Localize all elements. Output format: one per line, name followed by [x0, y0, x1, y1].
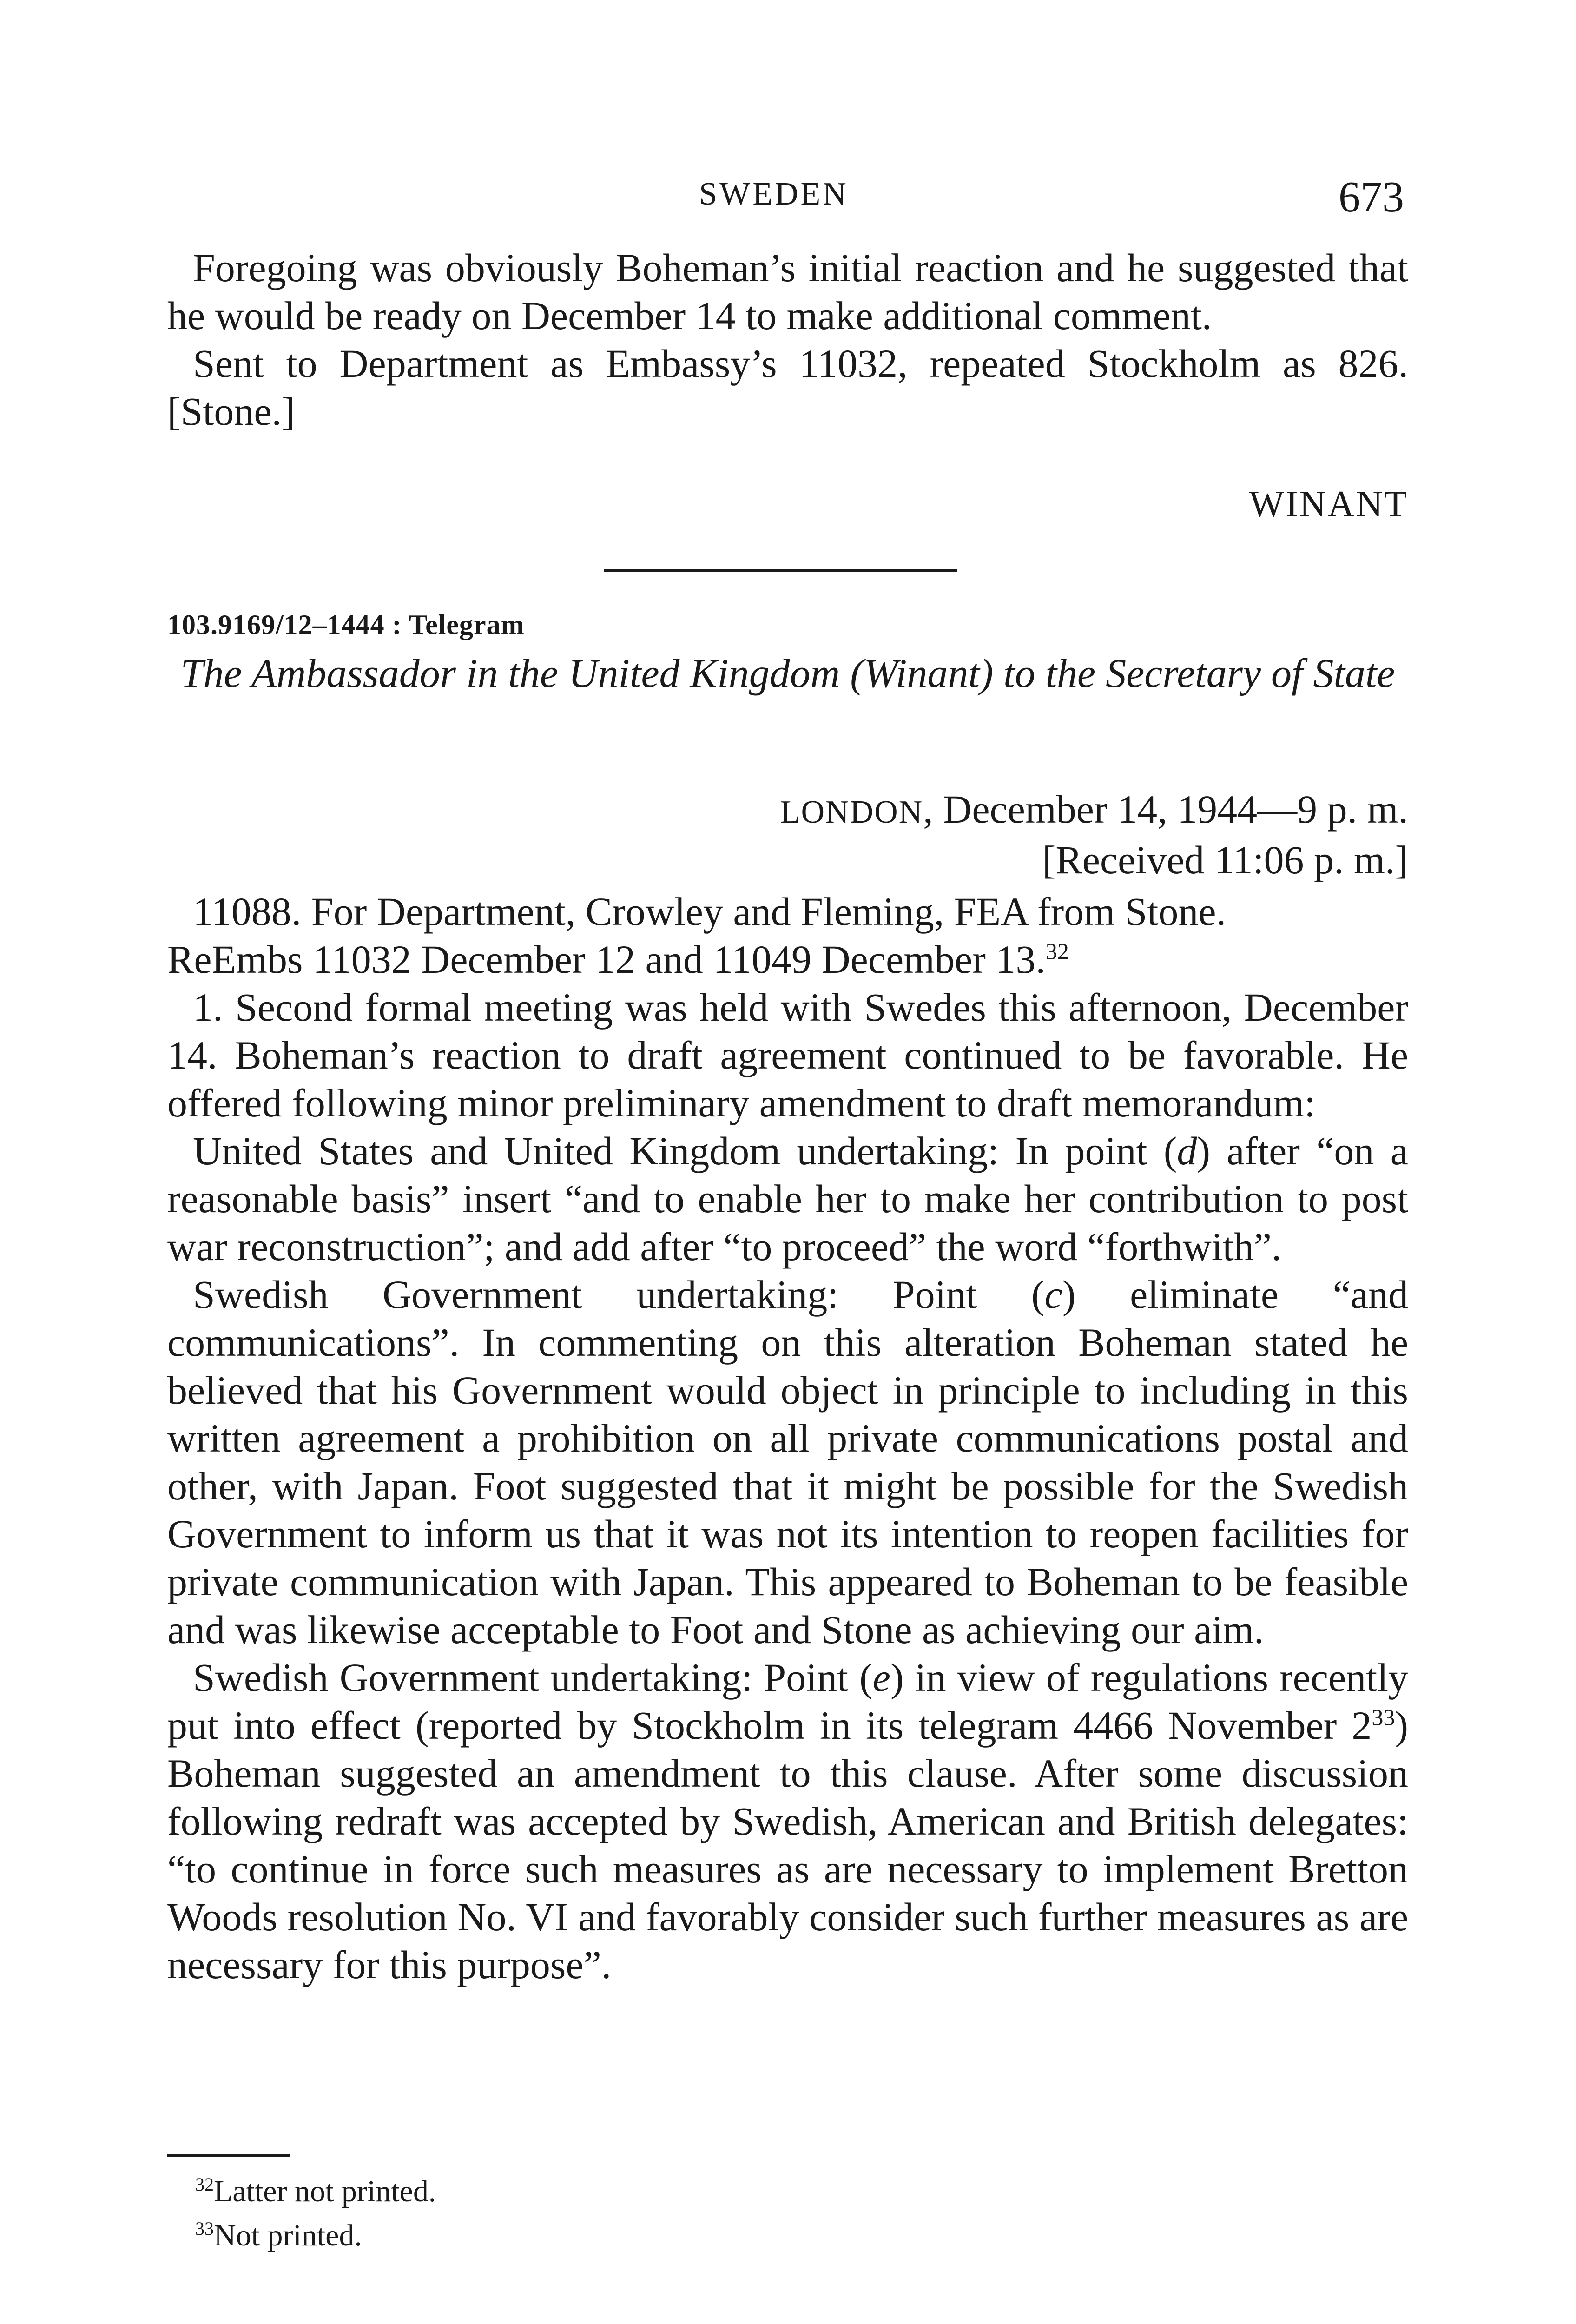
footnote-reference: 32	[1045, 938, 1069, 964]
footnote-text: Not printed.	[214, 2218, 362, 2252]
footnote-divider	[167, 2154, 290, 2157]
section-divider	[604, 569, 957, 572]
received-line: [Received 11:06 p. m.]	[1042, 838, 1408, 882]
footnote-reference: 33	[1372, 1704, 1395, 1730]
point-letter: e	[872, 1655, 890, 1700]
paragraph-text: ReEmbs 11032 December 12 and 11049 December 13.	[167, 937, 1046, 982]
paragraph-text: ) in view of regulations recently put into effect (reported by Stockholm in its telegram 4466 November 2	[167, 1655, 1408, 1748]
footnote	[195, 2166, 436, 2210]
dateline	[780, 786, 1408, 884]
point-letter: c	[1044, 1272, 1062, 1317]
dateline-date: , December 14, 1944—9 p. m.	[923, 787, 1408, 832]
paragraph	[167, 1127, 1408, 1271]
file-reference: 103.9169/12–1444 : Telegram	[167, 609, 525, 640]
paragraph-text: United States and United Kingdom undertaking: In point (	[193, 1129, 1177, 1173]
paragraph-text: ) after “on a reasonable basis” insert “and to enable her to make her contribution to post war reconstruction”; and add after “to proceed” the word “forthwith”.	[167, 1129, 1408, 1269]
paragraph: Sent to Department as Embassy’s 11032, repeated Stockholm as 826. [Stone.]	[167, 341, 1408, 434]
dateline-place-date	[780, 786, 1408, 836]
telegram-body	[167, 888, 1408, 1989]
footnotes	[195, 2166, 436, 2254]
signature-text: WINANT	[1249, 484, 1408, 525]
document-heading: The Ambassador in the United Kingdom (Winant) to the Secretary of State	[180, 651, 1395, 696]
paragraph-text: ) Boheman suggested an amendment to this clause. After some discussion following redraft was accepted by Swedish, American and British delegates: “to continue in force such measures as are necessary to implement Bretton Woods resolution No. VI and favorably consider such further measures as are necessary for this purpose”.	[167, 1703, 1408, 1987]
paragraph: Foregoing was obviously Boheman’s initial reaction and he suggested that he would be ready on December 14 to make additional comment.	[167, 245, 1408, 338]
point-letter: d	[1177, 1129, 1197, 1173]
footnote-mark: 32	[195, 2174, 214, 2195]
paragraph	[167, 1271, 1408, 1654]
signature	[1249, 483, 1408, 526]
paragraph-text: Swedish Government undertaking: Point (	[193, 1272, 1045, 1317]
previous-document-body	[167, 244, 1408, 436]
footnote	[195, 2210, 436, 2254]
paragraph-text: ) eliminate “and communications”. In commenting on this alteration Boheman stated he believed that his Government would object in principle to including in this written agreement a prohibition on all private communications postal and other, with Japan. Foot suggested that it might be possible for the Swedish Government to inform us that it was not its intention to reopen facilities for private communication with Japan. This appeared to Boheman to be feasible and was likewise acceptable to Foot and Stone as achieving our aim.	[167, 1272, 1408, 1652]
paragraph-text: Swedish Government undertaking: Point (	[193, 1655, 873, 1700]
page-number: 673	[1339, 173, 1404, 221]
paragraph	[167, 1654, 1408, 1989]
footnote-text: Latter not printed.	[214, 2174, 436, 2208]
paragraph: 11088. For Department, Crowley and Fleming, FEA from Stone.	[193, 889, 1227, 934]
footnote-mark: 33	[195, 2218, 214, 2239]
dateline-place: LONDON	[780, 794, 923, 830]
running-head	[0, 172, 1576, 221]
paragraph	[167, 936, 1408, 984]
paragraph: 1. Second formal meeting was held with Swedes this afternoon, December 14. Boheman’s reaction to draft agreement continued to be favorable. He offered following minor preliminary amendment to draft memorandum:	[167, 985, 1408, 1125]
running-title: SWEDEN	[699, 176, 849, 212]
